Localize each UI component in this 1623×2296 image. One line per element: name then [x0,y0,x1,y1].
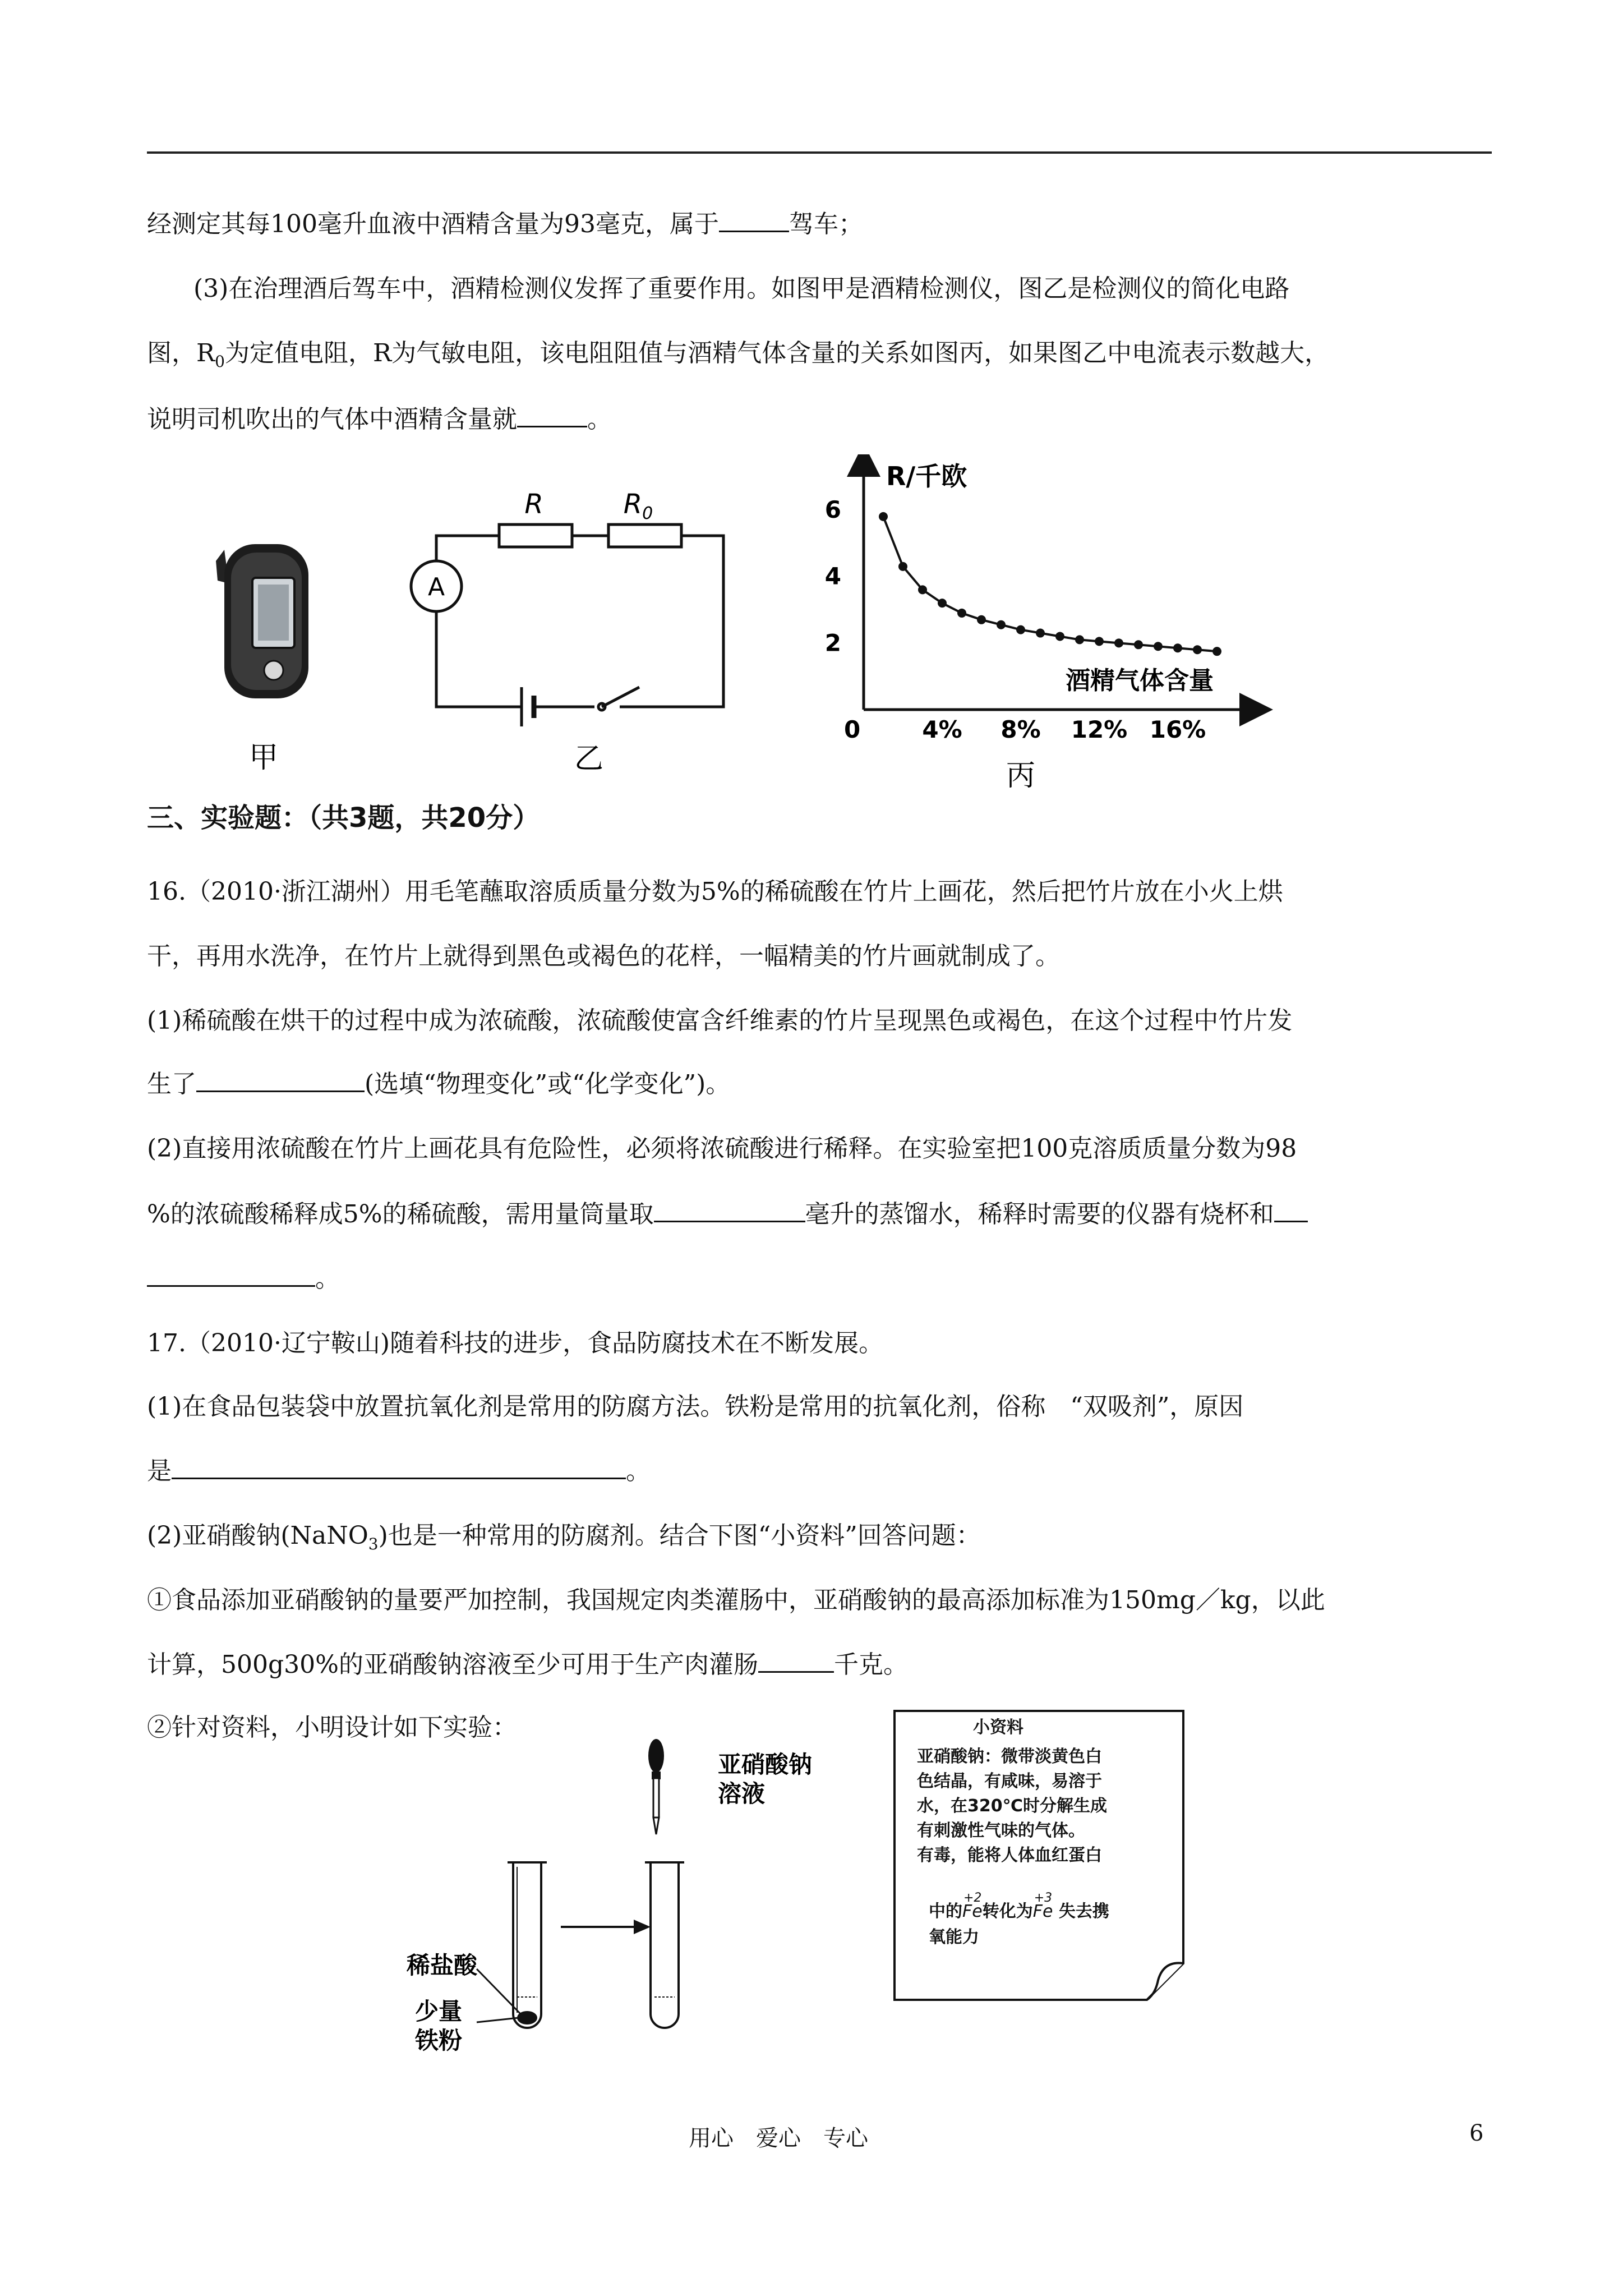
data-point [1095,637,1104,646]
answer-blank[interactable] [196,1068,365,1092]
data-point [977,615,986,624]
label-yi: 乙 [574,742,604,776]
resistance-vs-alcohol-chart [796,454,1312,797]
q17-line-1: 17.（2010·辽宁鞍山)随着科技的进步，食品防腐技术在不断发展。 [147,1329,884,1358]
note-line-6: 中的 +2 Fe转化为 +3 Fe 失去携 [929,1891,1109,1921]
x-tick-label: 4% [922,716,962,743]
note-title: 小资料 [973,1718,1023,1737]
data-point [1016,625,1025,634]
note-line-2: 色结晶，有咸味，易溶于 [917,1772,1102,1791]
answer-blank[interactable] [654,1198,805,1222]
data-curve [883,517,1217,651]
data-point [918,585,927,594]
answer-blank[interactable] [1274,1198,1308,1222]
page-number: 6 [1469,2120,1484,2146]
note-line-5: 有毒，能将人体血红蛋白 [917,1846,1102,1865]
data-point [938,599,947,608]
answer-blank[interactable] [758,1649,834,1673]
data-point [1212,647,1221,656]
footer-motto: 用心 爱心 专心 [689,2125,868,2151]
dropper-icon [648,1739,664,1834]
test-tube-right [645,1862,684,2028]
q16-line-2: 干，再用水洗净，在竹片上就得到黑色或褐色的花样，一幅精美的竹片画就制成了。 [147,942,1060,970]
q17-line-5: ①食品添加亚硝酸钠的量要严加控制，我国规定肉类灌肠中，亚硝酸钠的最高添加标准为150mg／kg，以此 [147,1586,1325,1614]
q17-line-4: (2)亚硝酸钠(NaNO$_3$)也是一种常用的防腐剂。结合下图“小资料”回答问题： [147,1521,981,1553]
x-tick-label: 8% [1000,716,1041,743]
data-point [1075,635,1084,644]
text-line-1: 经测定其每100毫升血液中酒精含量为93毫克，属于 驾车； [147,208,1493,241]
q17-line-2: (1)在食品包装袋中放置抗氧化剂是常用的防腐方法。铁粉是常用的抗氧化剂，俗称 “双吸剂”，原因 [147,1392,1244,1421]
breathalyzer-device-image [216,544,308,698]
text-line-3: 图，$R_0$为定值电阻，R为气敏电阻，该电阻阻值与酒精气体含量的关系如图丙，如果图乙中电流表示数越大， [147,339,1330,371]
answer-blank[interactable] [147,1263,315,1287]
note-line-3: 水，在320℃时分解生成 [917,1796,1107,1816]
ammeter-label: A [427,573,445,601]
x-tick-label: 12% [1071,716,1128,743]
acid-label: 稀盐酸 [407,1952,478,1979]
resistor-r0-label: $R_0$ [623,489,653,523]
iron-label-line2: 铁粉 [415,2027,463,2054]
section-heading-experiments: 三、实验题：（共3题，共20分） [147,802,540,834]
data-point [1036,629,1045,638]
header-rule [147,151,1492,154]
label-jia: 甲 [248,741,279,775]
q16-line-6: %的浓硫酸稀释成5%的稀硫酸，需用量筒量取 毫升的蒸馏水，稀释时需要的仪器有烧杯和 [147,1198,1493,1231]
answer-blank[interactable] [719,208,789,232]
y-tick-label: 4 [824,562,841,590]
q16-line-3: (1)稀硫酸在烘干的过程中成为浓硫酸，浓硫酸使富含纤维素的竹片呈现黑色或褐色，在这个过程中竹片发 [147,1006,1293,1035]
note-line-7: 氧能力 [929,1927,979,1947]
circuit-diagram [436,524,723,726]
answer-blank[interactable] [517,403,587,427]
text-line-4: 说明司机吹出的气体中酒精含量就 。 [147,403,1493,436]
data-point [1173,643,1182,652]
data-point [898,562,907,571]
figure-breathalyzer-circuit [185,460,757,797]
data-point [997,620,1006,629]
x-tick-label: 16% [1149,716,1206,743]
q17-line-6: 计算，500g30%的亚硝酸钠溶液至少可用于生产肉灌肠 千克。 [147,1648,1493,1682]
note-line-1: 亚硝酸钠：微带淡黄色白 [917,1747,1102,1766]
figure-test-tube-experiment [393,1722,897,2081]
q16-line-5: (2)直接用浓硫酸在竹片上画花具有危险性，必须将浓硫酸进行稀释。在实验室把100克溶质质量分数为98 [147,1134,1297,1163]
origin-label: 0 [844,716,861,743]
y-tick-label: 6 [824,496,841,523]
resistor-r-label: R [524,489,543,520]
dropper-label-line1: 亚硝酸钠 [718,1751,813,1778]
q17-line-7: ②针对资料，小明设计如下实验： [147,1713,517,1742]
data-point [1193,645,1202,654]
dropper-label-line2: 溶液 [718,1780,766,1807]
iron-label-line1: 少量 [415,1998,463,2025]
q16-line-1: 16.（2010·浙江湖州）用毛笔蘸取溶质质量分数为5%的稀硫酸在竹片上画花，然后把竹片放在小火上烘 [147,877,1283,906]
data-point [957,609,966,618]
data-point [1154,642,1163,651]
test-tube-left [508,1862,547,2028]
data-point [1134,640,1143,649]
q16-line-7: 。 [147,1262,1493,1296]
y-tick-label: 2 [824,629,841,657]
data-point [1114,638,1123,647]
x-axis-label: 酒精气体含量 [1066,666,1214,695]
y-axis-label: R/千欧 [886,461,967,491]
text-line-2: (3)在治理酒后驾车中，酒精检测仪发挥了重要作用。如图甲是酒精检测仪，图乙是检测仪的简化电路 [193,274,1290,303]
data-point [879,512,888,521]
q17-line-3: 是 。 [147,1455,1493,1488]
q16-line-4: 生了 (选填“物理变化”或“化学变化”)。 [147,1068,1493,1101]
answer-blank[interactable] [172,1455,626,1479]
label-bing: 丙 [1006,759,1036,793]
note-line-4: 有刺激性气味的气体。 [917,1821,1085,1841]
data-point [1055,632,1064,641]
